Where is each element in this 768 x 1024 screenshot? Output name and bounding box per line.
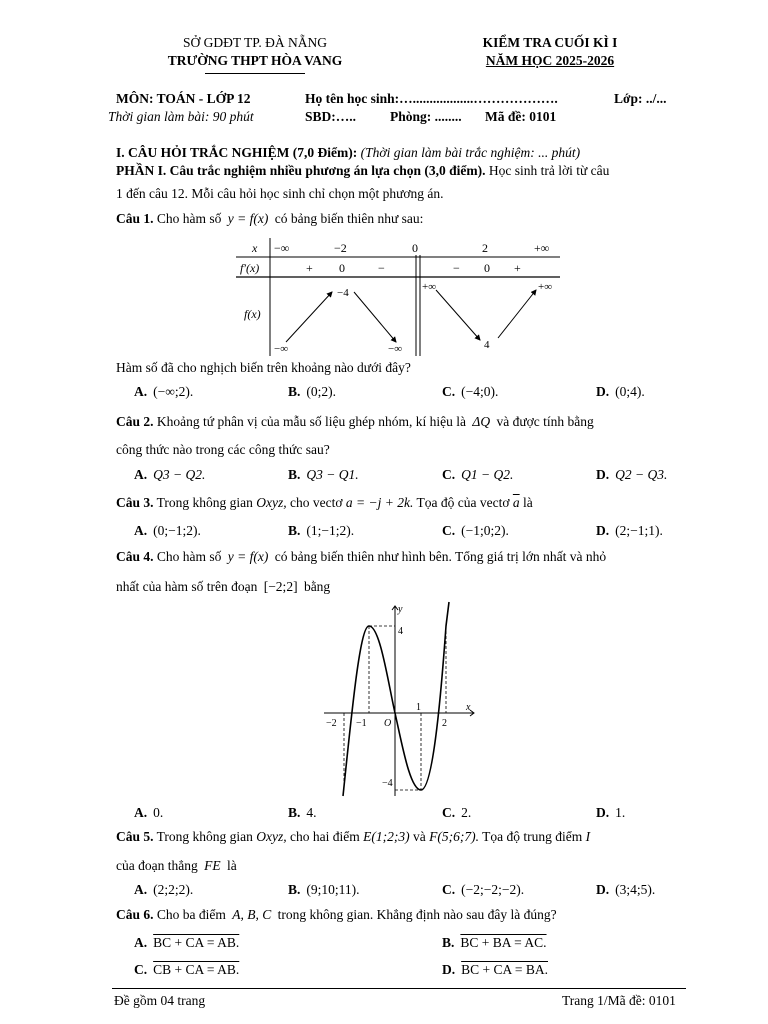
- option-text: (1;−1;2).: [306, 523, 355, 538]
- graph-y-tick: −4: [382, 778, 393, 789]
- department-name: SỞ GDĐT TP. ĐÀ NẴNG: [183, 35, 327, 50]
- function-curve: [343, 602, 449, 796]
- subject-label: MÔN: TOÁN - LỚP 12: [116, 91, 251, 106]
- question-3-text-c: Tọa độ của vectơ: [416, 495, 510, 510]
- option-text: (−1;0;2).: [461, 523, 509, 538]
- header-left-rule: [205, 73, 305, 74]
- question-1-option-a[interactable]: [134, 383, 193, 401]
- question-5-label: Câu 5.: [116, 829, 154, 844]
- question-6-option-d[interactable]: [442, 961, 548, 979]
- school-year: NĂM HỌC 2025-2026: [485, 53, 615, 69]
- option-text: Q3 − Q2.: [153, 467, 206, 482]
- question-3-option-d[interactable]: [596, 522, 663, 540]
- question-5-stem: [116, 828, 590, 846]
- student-name-field: Họ tên học sinh:…..................……………….: [305, 91, 558, 106]
- option-label: D.: [596, 467, 610, 482]
- option-label: B.: [288, 467, 301, 482]
- option-label: A.: [134, 467, 148, 482]
- option-label: C.: [442, 384, 456, 399]
- question-3-option-b[interactable]: [288, 522, 354, 540]
- table-x-value: 2: [482, 241, 488, 255]
- question-3-text-d: là: [523, 495, 533, 510]
- question-2-stem: [116, 413, 594, 431]
- question-3-vector: a = −j + 2k.: [345, 495, 414, 510]
- question-4-stem-2: [116, 578, 330, 596]
- option-label: D.: [596, 384, 610, 399]
- table-sign: +: [306, 261, 313, 275]
- question-4-label: Câu 4.: [116, 549, 154, 564]
- footer-rule: [112, 988, 686, 989]
- option-text: BC + CA = BA.: [461, 962, 548, 977]
- question-1-option-b[interactable]: [288, 383, 336, 401]
- graph-x-tick: −1: [356, 718, 367, 729]
- table-arrow-down: [354, 292, 396, 342]
- option-label: D.: [596, 523, 610, 538]
- option-text: (2;−1;1).: [615, 523, 663, 538]
- option-label: B.: [442, 935, 455, 950]
- table-sign: −: [453, 261, 460, 275]
- option-label: C.: [134, 962, 148, 977]
- option-label: A.: [134, 805, 148, 820]
- table-f-value: 4: [484, 339, 490, 351]
- function-graph: [318, 600, 478, 800]
- question-6-label: Câu 6.: [116, 907, 154, 922]
- option-label: D.: [596, 805, 610, 820]
- table-x-value: −∞: [274, 241, 290, 255]
- part-instructions: Học sinh trả lời từ câu: [485, 163, 610, 178]
- question-2-label: Câu 2.: [116, 414, 154, 429]
- question-1-question: Hàm số đã cho nghịch biến trên khoảng nào dưới đây?: [116, 360, 411, 375]
- table-f-value: +∞: [422, 281, 437, 293]
- question-6-stem: [116, 906, 557, 924]
- option-text: 4.: [306, 805, 317, 820]
- question-2-text-c: công thức nào trong các công thức sau?: [116, 442, 330, 457]
- option-text: 1.: [615, 805, 626, 820]
- question-1-text: Cho hàm số: [156, 211, 222, 226]
- table-x-label: x: [252, 241, 258, 255]
- table-f-value: −4: [337, 287, 349, 299]
- part-title: PHẦN I. Câu trắc nghiệm nhiều phương án lựa chọn (3,0 điểm).: [116, 163, 486, 178]
- question-1-text-b: có bảng biến thiên như sau:: [274, 211, 424, 226]
- table-x-value: −2: [334, 241, 347, 255]
- question-6-points: A, B, C: [232, 907, 272, 922]
- option-text: Q2 − Q3.: [615, 467, 668, 482]
- option-text: (0;2).: [306, 384, 337, 399]
- question-5-option-c[interactable]: [442, 881, 524, 899]
- question-1-option-d[interactable]: [596, 383, 645, 401]
- graph-origin-label: O: [384, 718, 392, 729]
- question-4-option-c[interactable]: [442, 804, 471, 822]
- option-text: (9;10;11).: [306, 882, 360, 897]
- question-1-label: Câu 1.: [116, 211, 154, 226]
- table-x-value: +∞: [534, 241, 550, 255]
- table-x-value: 0: [412, 241, 418, 255]
- question-5-text-b: cho hai điểm: [290, 829, 360, 844]
- question-3-label: Câu 3.: [116, 495, 154, 510]
- option-label: A.: [134, 935, 148, 950]
- graph-x-tick: −2: [326, 718, 337, 729]
- question-4-option-a[interactable]: [134, 804, 163, 822]
- question-4-text-d: bằng: [303, 579, 331, 594]
- graph-x-label: x: [466, 702, 471, 713]
- class-field: Lớp: ../...: [614, 91, 667, 106]
- option-label: D.: [442, 962, 456, 977]
- question-5-option-a[interactable]: [134, 881, 193, 899]
- question-1-option-c[interactable]: [442, 383, 498, 401]
- option-text: BC + CA = AB.: [153, 935, 240, 950]
- question-2-option-b[interactable]: [288, 466, 359, 484]
- question-2-option-d[interactable]: [596, 466, 667, 484]
- question-3-option-a[interactable]: [134, 522, 201, 540]
- question-4-text-b: có bảng biến thiên như hình bên. Tổng giá trị lớn nhất và nhỏ: [274, 549, 607, 564]
- question-2-option-a[interactable]: [134, 466, 205, 484]
- question-6-option-b[interactable]: [442, 934, 547, 952]
- footer-page-count: Đề gồm 04 trang: [114, 993, 206, 1008]
- question-4-text: Cho hàm số: [156, 549, 222, 564]
- question-5-text-c: và: [413, 829, 426, 844]
- question-3-text: Trong không gian: [156, 495, 253, 510]
- question-4-option-d[interactable]: [596, 804, 625, 822]
- option-text: 2.: [461, 805, 472, 820]
- question-3-text-b: cho vectơ: [290, 495, 343, 510]
- option-text: BC + BA = AC.: [460, 935, 547, 950]
- variation-table: [236, 238, 560, 356]
- graph-x-tick: 2: [442, 718, 447, 729]
- question-4-text-c: nhất của hàm số trên đoạn: [116, 579, 258, 594]
- table-sign: −: [378, 261, 385, 275]
- question-5-segment: FE: [204, 858, 221, 873]
- time-limit: Thời gian làm bài: 90 phút: [108, 109, 254, 124]
- option-label: A.: [134, 523, 148, 538]
- question-5-space: Oxyz,: [256, 829, 287, 844]
- question-3-option-c[interactable]: [442, 522, 509, 540]
- option-text: 0.: [153, 805, 164, 820]
- part-heading: [116, 162, 609, 180]
- question-6-text-b: trong không gian. Khẳng định nào sau đây là đúng?: [277, 907, 557, 922]
- question-3-vector-name: $\overline{a}$: [512, 495, 520, 510]
- question-2-option-c[interactable]: [442, 466, 513, 484]
- question-5-point-e: E(1;2;3): [363, 829, 410, 844]
- table-sign: +: [514, 261, 521, 275]
- header-right: [440, 34, 660, 70]
- table-f-label: f(x): [244, 307, 261, 321]
- question-1-stem: [116, 210, 423, 228]
- room-field: Phòng: ........: [390, 109, 462, 124]
- option-text: (0;−1;2).: [153, 523, 201, 538]
- question-4-stem: [116, 548, 606, 566]
- option-label: A.: [134, 384, 148, 399]
- option-label: B.: [288, 523, 301, 538]
- option-text: Q3 − Q1.: [306, 467, 359, 482]
- table-f-value: +∞: [538, 281, 553, 293]
- question-6-option-c[interactable]: [134, 961, 239, 979]
- exam-code: Mã đề: 0101: [485, 109, 557, 124]
- header-left: [150, 34, 360, 70]
- question-3-space: Oxyz,: [256, 495, 287, 510]
- question-5-text-f: là: [226, 858, 237, 873]
- table-arrow-down: [436, 290, 480, 340]
- table-f-value: −∞: [274, 343, 289, 355]
- option-label: C.: [442, 467, 456, 482]
- table-arrow-up: [286, 292, 332, 342]
- question-5-text-d: Tọa độ trung điểm: [482, 829, 583, 844]
- option-label: C.: [442, 805, 456, 820]
- question-5-text: Trong không gian: [156, 829, 253, 844]
- option-text: (0;4).: [615, 384, 645, 399]
- question-2-symbol: ΔQ: [472, 414, 491, 429]
- question-4-interval: [−2;2]: [263, 579, 298, 594]
- option-label: C.: [442, 523, 456, 538]
- option-text: (−∞;2).: [153, 384, 194, 399]
- exam-title: KIỂM TRA CUỐI KÌ I: [482, 35, 618, 50]
- section-time-note: (Thời gian làm bài trắc nghiệm: ... phút): [360, 145, 581, 160]
- graph-y-label: y: [398, 604, 403, 615]
- option-text: CB + CA = AB.: [153, 962, 240, 977]
- table-f-value: −∞: [388, 343, 403, 355]
- option-label: B.: [288, 882, 301, 897]
- section-heading: [116, 144, 580, 162]
- graph-x-tick: 1: [416, 702, 421, 713]
- question-3-stem: [116, 494, 533, 512]
- part-instructions-2: 1 đến câu 12. Mỗi câu hỏi học sinh chỉ chọn một phương án.: [116, 186, 444, 201]
- option-text: Q1 − Q2.: [461, 467, 514, 482]
- table-sign: 0: [339, 261, 345, 275]
- table-arrow-up: [498, 290, 536, 338]
- question-5-option-d[interactable]: [596, 881, 655, 899]
- option-text: (−2;−2;−2).: [461, 882, 525, 897]
- sbd-field: SBD:…..: [305, 109, 357, 124]
- question-5-option-b[interactable]: [288, 881, 360, 899]
- question-5-stem-2: [116, 857, 237, 875]
- option-label: B.: [288, 805, 301, 820]
- table-fprime-label: f′(x): [240, 261, 260, 275]
- question-6-option-a[interactable]: [134, 934, 239, 952]
- question-2-text: Khoảng tứ phân vị của mẫu số liệu ghép nhóm, kí hiệu là: [156, 414, 467, 429]
- question-6-text: Cho ba điểm: [156, 907, 226, 922]
- option-label: C.: [442, 882, 456, 897]
- question-5-text-e: của đoạn thẳng: [116, 858, 198, 873]
- option-label: B.: [288, 384, 301, 399]
- question-2-text-b: và được tính bằng: [496, 414, 594, 429]
- question-5-midpoint: I: [585, 829, 591, 844]
- question-4-option-b[interactable]: [288, 804, 317, 822]
- table-sign: 0: [484, 261, 490, 275]
- option-label: A.: [134, 882, 148, 897]
- section-title: I. CÂU HỎI TRẮC NGHIỆM (7,0 Điểm):: [116, 145, 358, 160]
- option-text: (−4;0).: [461, 384, 499, 399]
- footer-page-number: Trang 1/Mã đề: 0101: [562, 993, 676, 1008]
- option-text: (2;2;2).: [153, 882, 194, 897]
- question-5-point-f: F(5;6;7).: [429, 829, 479, 844]
- graph-y-tick: 4: [398, 626, 403, 637]
- question-1-function: y = f(x): [227, 211, 269, 226]
- option-label: D.: [596, 882, 610, 897]
- school-name: TRƯỜNG THPT HÒA VANG: [167, 53, 343, 69]
- option-text: (3;4;5).: [615, 882, 656, 897]
- question-4-function: y = f(x): [227, 549, 269, 564]
